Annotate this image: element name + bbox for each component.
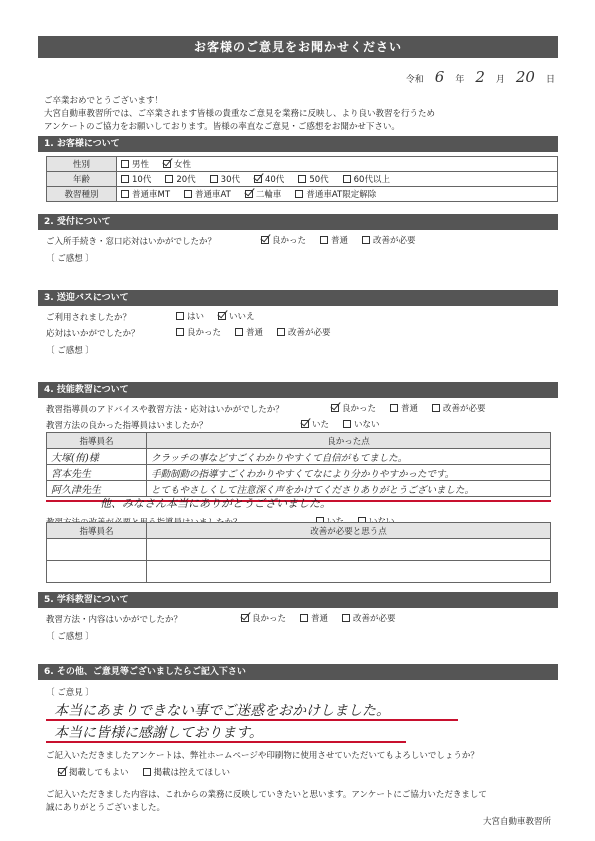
option-label: 40代 (264, 174, 285, 185)
checkbox-option[interactable] (261, 234, 306, 246)
reception-comment-label: 〔 ご感想 〕 (46, 254, 94, 264)
checkbox-option[interactable] (241, 612, 286, 624)
checkbox-option[interactable] (58, 766, 129, 778)
checkbox-option[interactable] (295, 188, 376, 200)
checked-box-icon[interactable] (261, 236, 269, 244)
age-label: 年齢 (47, 172, 117, 187)
footer-text (46, 789, 487, 815)
table-row (47, 449, 551, 465)
option-label: 女性 (174, 159, 192, 170)
checkbox-option[interactable] (245, 188, 282, 200)
reception-question-row (46, 234, 430, 247)
option-label: 60代以上 (353, 174, 390, 185)
checkbox-icon[interactable] (343, 175, 351, 183)
option-label: 良かった (342, 404, 377, 414)
checked-box-icon[interactable] (245, 190, 253, 198)
section-1-heading: 1. お客様について (38, 136, 558, 152)
checkbox-icon[interactable] (165, 175, 173, 183)
school-signature: 大宮自動車教習所 (482, 817, 551, 827)
bus-service-question: 応対はいかがでしたか？ (46, 328, 140, 339)
intro-line: 大宮自動車教習所では、ご卒業されます皆様の貴重なご意見を業務に反映し、より良い教習を行うため (44, 109, 436, 119)
option-label: 掲載してもよい (69, 768, 129, 778)
good-point-header: 良かった点 (147, 433, 551, 449)
intro-text (44, 95, 554, 134)
date-line (406, 68, 555, 86)
checkbox-icon[interactable] (176, 328, 184, 336)
checkbox-icon[interactable] (235, 328, 243, 336)
checkbox-option[interactable] (298, 173, 328, 185)
checkbox-option[interactable] (210, 173, 240, 185)
option-label: 良かった (187, 328, 222, 338)
reception-options (261, 234, 430, 247)
option-label: 二輪車 (255, 189, 282, 200)
gender-row (47, 157, 558, 172)
opinion-label: 〔 ご意見 〕 (46, 688, 94, 698)
bus-service-options (176, 326, 345, 339)
empty-cell[interactable] (47, 561, 147, 583)
day-unit: 日 (545, 75, 555, 85)
checkbox-option[interactable] (163, 158, 191, 170)
day-value[interactable]: 20 (515, 68, 535, 86)
option-label: 普通車MT (132, 189, 171, 200)
checkbox-option[interactable] (343, 173, 390, 185)
table-row (47, 539, 551, 561)
checkbox-option[interactable] (176, 310, 204, 322)
option-label: 改善が必要 (443, 404, 486, 414)
checkbox-icon[interactable] (320, 236, 328, 244)
table-row (47, 561, 551, 583)
table-row (47, 465, 551, 481)
footer-line: 誠にありがとうございました。 (46, 803, 166, 813)
checkbox-icon[interactable] (176, 312, 184, 320)
option-label: いいえ (229, 312, 255, 322)
age-row (47, 172, 558, 187)
month-unit: 月 (495, 75, 505, 85)
checkbox-option[interactable] (277, 326, 331, 338)
opinion-line-2[interactable]: 本当に皆様に感謝しております。 (54, 725, 263, 741)
instructor-comment[interactable]: クラッチの事などすごくわかりやすくて自信がもてました。 (147, 449, 551, 465)
checkbox-icon[interactable] (343, 420, 351, 428)
option-label: 普通 (246, 328, 264, 338)
checkbox-option[interactable] (390, 402, 418, 414)
year-unit: 年 (455, 75, 465, 85)
lecture-options (241, 612, 410, 625)
gender-options (117, 157, 558, 172)
era-label: 令和 (405, 75, 424, 85)
checkbox-option[interactable] (320, 234, 348, 246)
checkbox-icon[interactable] (390, 404, 398, 412)
checkbox-icon[interactable] (298, 175, 306, 183)
instructor-name[interactable]: 大塚(侑)様 (47, 449, 147, 465)
year-value[interactable]: 6 (434, 68, 445, 86)
checkbox-option[interactable] (121, 188, 170, 200)
course-row (47, 187, 558, 202)
reception-question: ご入所手続き・窓口応対はいかがでしたか？ (46, 236, 217, 247)
checkbox-option[interactable] (176, 326, 221, 338)
checkbox-option[interactable] (235, 326, 263, 338)
age-options (117, 172, 558, 187)
intro-line: ご卒業おめでとうございます！ (44, 96, 164, 106)
section-6-heading: 6. その他、ご意見等ございましたらご記入下さい (38, 664, 558, 680)
checkbox-icon[interactable] (300, 614, 308, 622)
bus-comment-label: 〔 ご感想 〕 (46, 346, 94, 356)
checked-box-icon[interactable] (254, 175, 262, 183)
checkbox-option[interactable] (362, 234, 416, 246)
checkbox-icon[interactable] (184, 190, 192, 198)
section-4-heading: 4. 技能教習について (38, 382, 558, 398)
driving-question-row (46, 402, 500, 415)
option-label: 男性 (132, 159, 150, 170)
empty-cell[interactable] (147, 539, 551, 561)
option-label: 30代 (220, 174, 240, 185)
bus-use-options (176, 310, 269, 323)
checkbox-option[interactable] (121, 173, 151, 185)
empty-cell[interactable] (47, 539, 147, 561)
section-2-heading: 2. 受付について (38, 214, 558, 230)
option-label: 50代 (309, 174, 329, 185)
footer-line: ご記入いただきました内容は、これからの業務に反映していきたいと思います。アンケートにご協力いただきまして (46, 790, 487, 800)
checkbox-option[interactable] (432, 402, 486, 414)
option-label: 改善が必要 (353, 614, 396, 624)
checkbox-option[interactable] (301, 418, 329, 430)
option-label: 普通車AT (195, 189, 231, 200)
red-underline (46, 741, 406, 743)
option-label: いた (312, 420, 330, 430)
checkbox-option[interactable] (254, 173, 284, 185)
intro-line: アンケートのご協力をお願いしております。皆様の率直なご意見・ご感想をお聞かせ下さい。 (44, 122, 400, 132)
checkbox-option[interactable] (184, 188, 231, 200)
consent-question: ご記入いただきましたアンケートは、弊社ホームページや印刷物に使用させていただいてもよろしいでしょうか？ (46, 751, 479, 761)
good-instructor-question: 教習方法の良かった指導員はいましたか？ (46, 420, 208, 431)
checked-box-icon[interactable] (301, 420, 309, 428)
checkbox-option[interactable] (300, 612, 328, 624)
course-options (117, 187, 558, 202)
good-instructor-table (46, 432, 551, 497)
opinion-line-1[interactable]: 本当にあまりできない事でご迷惑をおかけしました。 (54, 703, 390, 719)
instructor-name-header: 指導員名 (47, 433, 147, 449)
option-label: 掲載は控えてほしい (153, 768, 231, 778)
option-label: 改善が必要 (373, 236, 416, 246)
checkbox-option[interactable] (121, 158, 149, 170)
improvement-point-header: 改善が必要と思う点 (147, 523, 551, 539)
checkbox-option[interactable] (165, 173, 195, 185)
option-label: 普通 (311, 614, 329, 624)
driving-question: 教習指導員のアドバイスや教習方法・応対はいかがでしたか？ (46, 404, 284, 415)
checkbox-icon[interactable] (362, 236, 370, 244)
section-5-heading: 5. 学科教習について (38, 592, 558, 608)
lecture-question: 教習方法・内容はいかがでしたか？ (46, 614, 183, 625)
consent-options (58, 766, 244, 778)
checked-box-icon[interactable] (58, 768, 66, 776)
checkbox-icon[interactable] (121, 190, 129, 198)
checked-box-icon[interactable] (331, 404, 339, 412)
instructor-comment[interactable]: 手動制動の指導すごくわかりやすくてなにより分かりやすかったです。 (147, 465, 551, 481)
option-label: 20代 (176, 174, 196, 185)
checkbox-icon[interactable] (121, 175, 129, 183)
option-label: 普通車AT限定解除 (306, 189, 377, 200)
checkbox-icon[interactable] (210, 175, 218, 183)
bad-instructor-table (46, 522, 551, 583)
bus-service-row (46, 326, 345, 339)
checkbox-icon[interactable] (432, 404, 440, 412)
bus-use-question: ご利用されましたか？ (46, 312, 132, 323)
option-label: はい (187, 312, 205, 322)
extra-thanks-note[interactable]: 他、みなさん本当にありがとうございました。 (100, 497, 331, 510)
lecture-comment-label: 〔 ご感想 〕 (46, 632, 94, 642)
checkbox-option[interactable] (218, 310, 255, 322)
month-value[interactable]: 2 (475, 68, 485, 86)
checkbox-option[interactable] (342, 612, 396, 624)
lecture-question-row (46, 612, 410, 625)
checkbox-icon[interactable] (121, 160, 129, 168)
instructor-name[interactable]: 阿久津先生 (47, 481, 147, 497)
form-title: お客様のご意見をお聞かせください (38, 36, 558, 58)
option-label: いない (354, 420, 380, 430)
gender-label: 性別 (47, 157, 117, 172)
checkbox-option[interactable] (331, 402, 376, 414)
red-underline (46, 719, 458, 721)
option-label: 良かった (252, 614, 287, 624)
checkbox-icon[interactable] (295, 190, 303, 198)
instructor-comment[interactable]: とてもやさしくして注意深く声をかけてくださりありがとうございました。 (147, 481, 551, 497)
checked-box-icon[interactable] (218, 312, 226, 320)
option-label: 良かった (272, 236, 307, 246)
customer-profile-table (46, 156, 558, 202)
good-instructor-options (301, 418, 394, 431)
instructor-name-header: 指導員名 (47, 523, 147, 539)
instructor-name[interactable]: 宮本先生 (47, 465, 147, 481)
section-3-heading: 3. 送迎バスについて (38, 290, 558, 306)
checked-box-icon[interactable] (241, 614, 249, 622)
driving-options (331, 402, 500, 415)
option-label: 10代 (132, 174, 152, 185)
checkbox-option[interactable] (143, 766, 231, 778)
checkbox-option[interactable] (343, 418, 380, 430)
checkbox-icon[interactable] (342, 614, 350, 622)
option-label: 改善が必要 (288, 328, 331, 338)
option-label: 普通 (331, 236, 349, 246)
option-label: 普通 (401, 404, 419, 414)
empty-cell[interactable] (147, 561, 551, 583)
checkbox-icon[interactable] (277, 328, 285, 336)
good-instructor-row (46, 418, 394, 431)
course-label: 教習種別 (47, 187, 117, 202)
checkbox-icon[interactable] (143, 768, 151, 776)
checked-box-icon[interactable] (163, 160, 171, 168)
bus-use-row (46, 310, 269, 323)
